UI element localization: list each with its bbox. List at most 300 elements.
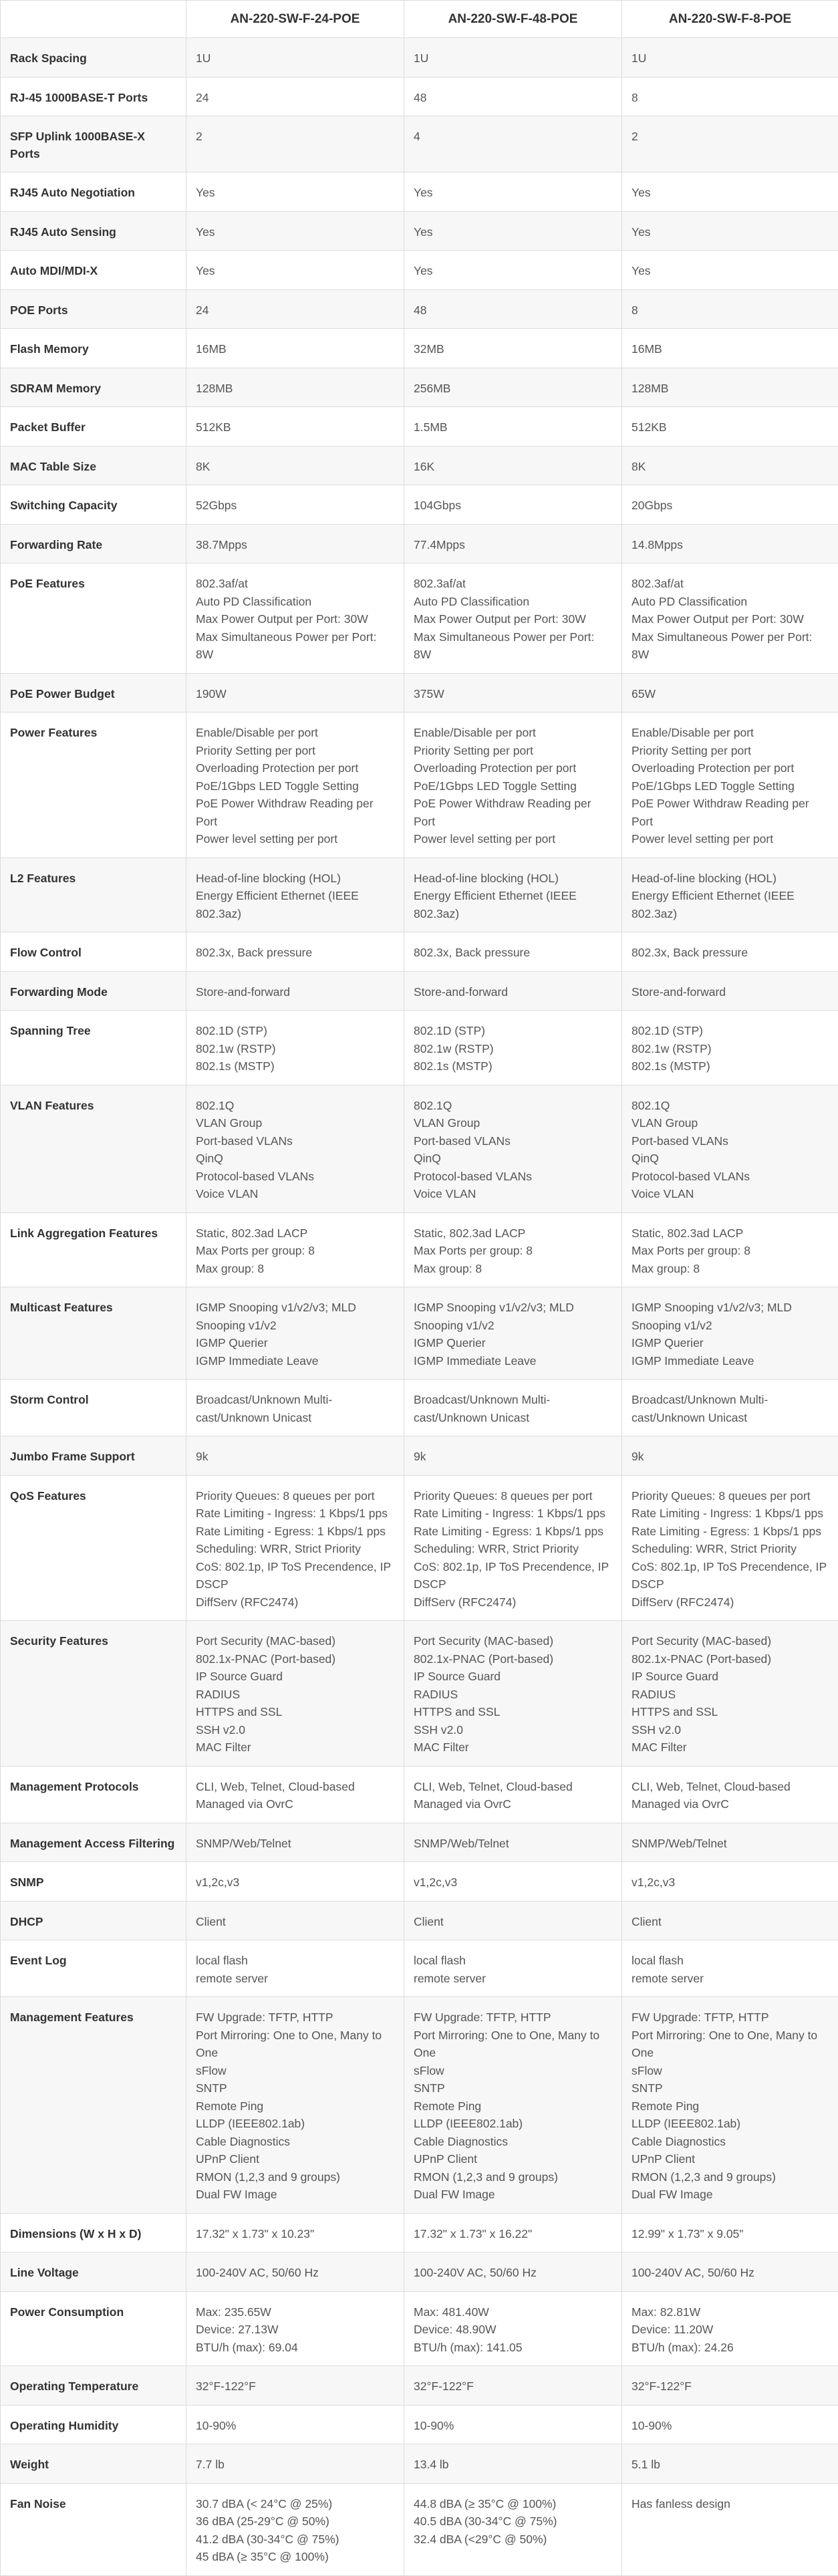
table-row	[1, 116, 838, 172]
cell-24-poe	[186, 1212, 404, 1287]
row-label: Operating Humidity	[1, 2405, 186, 2444]
cell-line: 104Gbps	[414, 497, 612, 515]
cell-24-poe	[186, 1475, 404, 1621]
cell-48-poe	[404, 446, 622, 485]
cell-line: Port-based VLANs	[414, 1132, 612, 1150]
cell-line: SSH v2.0	[414, 1721, 612, 1739]
row-label: SNMP	[1, 1862, 186, 1902]
header-corner-cell	[1, 1, 186, 38]
cell-line: remote server	[414, 1970, 612, 1988]
cell-48-poe	[404, 1997, 622, 2214]
cell-8-poe	[622, 172, 838, 212]
cell-line: Remote Ping	[414, 2097, 612, 2115]
cell-line: FW Upgrade: TFTP, HTTP	[632, 2009, 829, 2027]
table-row	[1, 1212, 838, 1287]
cell-line: 802.3af/at	[414, 575, 612, 593]
cell-line: BTU/h (max): 24.26	[632, 2339, 829, 2357]
cell-line: LLDP (IEEE802.1ab)	[632, 2115, 829, 2133]
table-row	[1, 38, 838, 78]
row-label: QoS Features	[1, 1475, 186, 1621]
cell-line: LLDP (IEEE802.1ab)	[196, 2115, 394, 2133]
cell-line: 802.3x, Back pressure	[632, 944, 829, 962]
cell-line: 14.8Mpps	[632, 536, 829, 554]
cell-24-poe	[186, 858, 404, 932]
cell-line: 802.1w (RSTP)	[196, 1040, 394, 1058]
cell-line: UPnP Client	[414, 2150, 612, 2168]
cell-line: DiffServ (RFC2474)	[414, 1593, 612, 1612]
cell-line: 8	[632, 89, 829, 107]
cell-line: Max group: 8	[196, 1260, 394, 1278]
table-row	[1, 2252, 838, 2292]
cell-line: sFlow	[196, 2062, 394, 2080]
cell-line: IGMP Querier	[414, 1334, 612, 1352]
cell-48-poe	[404, 329, 622, 368]
cell-line: SNTP	[414, 2079, 612, 2097]
cell-24-poe	[186, 1436, 404, 1476]
cell-48-poe	[404, 172, 622, 212]
cell-line: Port Mirroring: One to One, Many to One	[196, 2027, 394, 2062]
cell-line: Overloading Protection per port	[632, 759, 829, 777]
cell-line: Static, 802.3ad LACP	[196, 1225, 394, 1243]
cell-line: Scheduling: WRR, Strict Priority	[632, 1540, 829, 1558]
cell-line: 802.3af/at	[632, 575, 829, 593]
cell-line: Power level setting per port	[632, 830, 829, 848]
row-label: Jumbo Frame Support	[1, 1436, 186, 1476]
table-row	[1, 1085, 838, 1212]
cell-48-poe	[404, 524, 622, 563]
cell-line: 802.1Q	[196, 1097, 394, 1115]
cell-24-poe	[186, 446, 404, 485]
cell-line: RMON (1,2,3 and 9 groups)	[632, 2168, 829, 2186]
cell-line: Has fanless design	[632, 2495, 829, 2513]
cell-line: QinQ	[196, 1150, 394, 1168]
row-label: Management Protocols	[1, 1766, 186, 1823]
cell-line: Cable Diagnostics	[414, 2133, 612, 2151]
cell-48-poe	[404, 1085, 622, 1212]
cell-line: PoE Power Withdraw Reading per Port	[632, 795, 829, 830]
cell-line: 40.5 dBA (30-34°C @ 75%)	[414, 2513, 612, 2531]
cell-line: Yes	[632, 223, 829, 241]
cell-8-poe	[622, 368, 838, 407]
cell-8-poe	[622, 1475, 838, 1621]
cell-line: Rate Limiting - Ingress: 1 Kbps/1 pps	[632, 1505, 829, 1523]
cell-line: MAC Filter	[196, 1738, 394, 1757]
table-row	[1, 211, 838, 251]
cell-8-poe	[622, 858, 838, 932]
table-row	[1, 524, 838, 563]
cell-line: 48	[414, 89, 612, 107]
cell-line: 802.1w (RSTP)	[632, 1040, 829, 1058]
cell-line: Yes	[632, 184, 829, 202]
cell-line: Scheduling: WRR, Strict Priority	[196, 1540, 394, 1558]
cell-line: v1,2c,v3	[414, 1874, 612, 1892]
cell-48-poe	[404, 77, 622, 116]
cell-8-poe	[622, 1823, 838, 1862]
cell-line: 9k	[632, 1448, 829, 1466]
cell-48-poe	[404, 1940, 622, 1997]
cell-8-poe	[622, 673, 838, 713]
cell-line: Enable/Disable per port	[414, 724, 612, 742]
row-label: POE Ports	[1, 289, 186, 329]
cell-48-poe	[404, 2444, 622, 2484]
cell-48-poe	[404, 2213, 622, 2252]
cell-line: IP Source Guard	[196, 1668, 394, 1686]
cell-24-poe	[186, 563, 404, 674]
row-label: Flow Control	[1, 932, 186, 972]
cell-line: 802.1s (MSTP)	[632, 1057, 829, 1075]
table-row	[1, 2483, 838, 2575]
cell-line: Broadcast/Unknown Multi-cast/Unknown Unicast	[414, 1391, 612, 1426]
cell-line: 1.5MB	[414, 418, 612, 436]
cell-8-poe	[622, 116, 838, 172]
cell-48-poe	[404, 1901, 622, 1940]
cell-line: 1U	[632, 49, 829, 68]
cell-line: Priority Setting per port	[632, 742, 829, 760]
cell-line: local flash	[414, 1952, 612, 1970]
cell-24-poe	[186, 1766, 404, 1823]
table-body	[1, 38, 838, 2576]
cell-line: 802.1D (STP)	[632, 1022, 829, 1040]
cell-line: Static, 802.3ad LACP	[414, 1225, 612, 1243]
cell-line: Max Simultaneous Power per Port: 8W	[196, 628, 394, 664]
cell-line: SSH v2.0	[196, 1721, 394, 1739]
cell-line: 24	[196, 301, 394, 319]
cell-line: 802.1Q	[414, 1097, 612, 1115]
column-header-8-poe: AN-220-SW-F-8-POE	[622, 1, 838, 38]
cell-line: v1,2c,v3	[196, 1874, 394, 1892]
cell-line: Rate Limiting - Ingress: 1 Kbps/1 pps	[196, 1505, 394, 1523]
cell-line: IP Source Guard	[414, 1668, 612, 1686]
cell-line: 13.4 lb	[414, 2456, 612, 2474]
cell-line: 65W	[632, 685, 829, 703]
cell-24-poe	[186, 2252, 404, 2292]
row-label: Link Aggregation Features	[1, 1212, 186, 1287]
cell-line: Port Mirroring: One to One, Many to One	[414, 2027, 612, 2062]
cell-line: Client	[632, 1913, 829, 1931]
row-label: Storm Control	[1, 1380, 186, 1436]
cell-24-poe	[186, 1011, 404, 1085]
cell-line: Max Power Output per Port: 30W	[196, 610, 394, 628]
cell-line: 802.1D (STP)	[196, 1022, 394, 1040]
cell-line: Priority Queues: 8 queues per port	[196, 1487, 394, 1505]
cell-line: 1U	[196, 49, 394, 68]
cell-line: PoE/1Gbps LED Toggle Setting	[632, 777, 829, 795]
table-row	[1, 1287, 838, 1380]
cell-line: Store-and-forward	[414, 983, 612, 1001]
cell-line: BTU/h (max): 141.05	[414, 2339, 612, 2357]
cell-line: Priority Setting per port	[196, 742, 394, 760]
cell-line: CLI, Web, Telnet, Cloud-based	[632, 1778, 829, 1796]
cell-line: Yes	[196, 184, 394, 202]
cell-24-poe	[186, 971, 404, 1011]
cell-line: Priority Setting per port	[414, 742, 612, 760]
table-row	[1, 1940, 838, 1997]
cell-line: IGMP Snooping v1/v2/v3; MLD Snooping v1/v2	[632, 1299, 829, 1334]
row-label: Weight	[1, 2444, 186, 2484]
cell-line: 802.1D (STP)	[414, 1022, 612, 1040]
cell-line: Max: 235.65W	[196, 2303, 394, 2321]
cell-line: Max: 82.81W	[632, 2303, 829, 2321]
cell-line: SNTP	[632, 2079, 829, 2097]
table-row	[1, 2405, 838, 2444]
cell-24-poe	[186, 368, 404, 407]
cell-line: IP Source Guard	[632, 1668, 829, 1686]
cell-line: sFlow	[632, 2062, 829, 2080]
cell-line: 190W	[196, 685, 394, 703]
table-row	[1, 971, 838, 1011]
table-row	[1, 1380, 838, 1436]
cell-line: 802.1s (MSTP)	[196, 1057, 394, 1075]
column-header-48-poe: AN-220-SW-F-48-POE	[404, 1, 622, 38]
cell-line: MAC Filter	[632, 1738, 829, 1757]
cell-line: RADIUS	[632, 1686, 829, 1704]
cell-48-poe	[404, 1380, 622, 1436]
cell-24-poe	[186, 251, 404, 290]
cell-line: 5.1 lb	[632, 2456, 829, 2474]
cell-24-poe	[186, 2444, 404, 2484]
cell-24-poe	[186, 713, 404, 858]
cell-line: Max: 481.40W	[414, 2303, 612, 2321]
cell-8-poe	[622, 1997, 838, 2214]
cell-line: Yes	[632, 262, 829, 280]
cell-line: CoS: 802.1p, IP ToS Precendence, IP DSCP	[196, 1558, 394, 1593]
table-row	[1, 563, 838, 674]
row-label: SDRAM Memory	[1, 368, 186, 407]
cell-line: 9k	[196, 1448, 394, 1466]
cell-24-poe	[186, 2405, 404, 2444]
cell-8-poe	[622, 1766, 838, 1823]
cell-24-poe	[186, 77, 404, 116]
cell-8-poe	[622, 971, 838, 1011]
table-row	[1, 1901, 838, 1940]
cell-line: Head-of-line blocking (HOL)	[632, 870, 829, 888]
cell-line: Store-and-forward	[196, 983, 394, 1001]
cell-line: RMON (1,2,3 and 9 groups)	[414, 2168, 612, 2186]
cell-24-poe	[186, 524, 404, 563]
cell-8-poe	[622, 1011, 838, 1085]
cell-8-poe	[622, 2483, 838, 2575]
cell-48-poe	[404, 713, 622, 858]
cell-line: local flash	[632, 1952, 829, 1970]
cell-8-poe	[622, 2366, 838, 2406]
cell-line: Rate Limiting - Ingress: 1 Kbps/1 pps	[414, 1505, 612, 1523]
cell-8-poe	[622, 289, 838, 329]
table-row	[1, 446, 838, 485]
cell-line: 802.1x-PNAC (Port-based)	[632, 1650, 829, 1668]
cell-line: 44.8 dBA (≥ 35°C @ 100%)	[414, 2495, 612, 2513]
cell-24-poe	[186, 1621, 404, 1767]
table-row	[1, 172, 838, 212]
cell-line: Enable/Disable per port	[196, 724, 394, 742]
cell-line: local flash	[196, 1952, 394, 1970]
cell-8-poe	[622, 1212, 838, 1287]
cell-line: 4	[414, 128, 612, 146]
cell-48-poe	[404, 1621, 622, 1767]
cell-line: DiffServ (RFC2474)	[196, 1593, 394, 1612]
cell-24-poe	[186, 211, 404, 251]
cell-line: Cable Diagnostics	[632, 2133, 829, 2151]
table-row	[1, 485, 838, 525]
cell-48-poe	[404, 485, 622, 525]
cell-line: 16MB	[632, 340, 829, 358]
cell-48-poe	[404, 2252, 622, 2292]
cell-line: 16MB	[196, 340, 394, 358]
cell-8-poe	[622, 2252, 838, 2292]
table-row	[1, 932, 838, 972]
cell-line: Max Simultaneous Power per Port: 8W	[632, 628, 829, 664]
cell-line: Yes	[414, 262, 612, 280]
cell-24-poe	[186, 1862, 404, 1902]
cell-48-poe	[404, 116, 622, 172]
cell-line: Max Power Output per Port: 30W	[414, 610, 612, 628]
cell-24-poe	[186, 329, 404, 368]
cell-line: Energy Efficient Ethernet (IEEE 802.3az)	[632, 887, 829, 922]
cell-line: Voice VLAN	[196, 1185, 394, 1203]
cell-line: IGMP Querier	[632, 1334, 829, 1352]
cell-line: Rate Limiting - Egress: 1 Kbps/1 pps	[196, 1523, 394, 1541]
cell-line: Dual FW Image	[196, 2186, 394, 2204]
row-label: Packet Buffer	[1, 407, 186, 446]
cell-8-poe	[622, 2213, 838, 2252]
cell-48-poe	[404, 1766, 622, 1823]
cell-line: 45 dBA (≥ 35°C @ 100%)	[196, 2548, 394, 2566]
cell-line: 16K	[414, 458, 612, 476]
row-label: Fan Noise	[1, 2483, 186, 2575]
cell-line: Port Security (MAC-based)	[196, 1632, 394, 1650]
cell-24-poe	[186, 932, 404, 972]
row-label: Management Access Filtering	[1, 1823, 186, 1862]
cell-24-poe	[186, 2366, 404, 2406]
cell-line: Protocol-based VLANs	[196, 1168, 394, 1186]
cell-line: 8K	[196, 458, 394, 476]
cell-line: 802.1x-PNAC (Port-based)	[196, 1650, 394, 1668]
cell-line: 9k	[414, 1448, 612, 1466]
cell-line: HTTPS and SSL	[632, 1703, 829, 1721]
cell-line: VLAN Group	[196, 1114, 394, 1132]
cell-line: Remote Ping	[196, 2097, 394, 2115]
cell-line: SNMP/Web/Telnet	[632, 1835, 829, 1853]
cell-line: FW Upgrade: TFTP, HTTP	[196, 2009, 394, 2027]
cell-48-poe	[404, 2291, 622, 2366]
cell-line: Auto PD Classification	[196, 593, 394, 611]
cell-line: 17.32" x 1.73" x 16.22"	[414, 2225, 612, 2243]
cell-line: BTU/h (max): 69.04	[196, 2339, 394, 2357]
cell-line: Head-of-line blocking (HOL)	[196, 870, 394, 888]
cell-line: Auto PD Classification	[414, 593, 612, 611]
cell-line: Overloading Protection per port	[414, 759, 612, 777]
header-row	[1, 1, 838, 38]
cell-line: DiffServ (RFC2474)	[632, 1593, 829, 1612]
cell-24-poe	[186, 1997, 404, 2214]
cell-line: Broadcast/Unknown Multi-cast/Unknown Unicast	[196, 1391, 394, 1426]
cell-8-poe	[622, 713, 838, 858]
cell-8-poe	[622, 1862, 838, 1902]
cell-8-poe	[622, 1380, 838, 1436]
cell-24-poe	[186, 1940, 404, 1997]
cell-line: Rate Limiting - Egress: 1 Kbps/1 pps	[632, 1523, 829, 1541]
table-row	[1, 1621, 838, 1767]
cell-line: UPnP Client	[632, 2150, 829, 2168]
cell-line: 8	[632, 301, 829, 319]
cell-line: 36 dBA (25-29°C @ 50%)	[196, 2513, 394, 2531]
cell-line: 24	[196, 89, 394, 107]
cell-line: PoE Power Withdraw Reading per Port	[414, 795, 612, 830]
cell-line: 32.4 dBA (<29°C @ 50%)	[414, 2531, 612, 2549]
row-label: Spanning Tree	[1, 1011, 186, 1085]
table-row	[1, 1766, 838, 1823]
cell-line: Static, 802.3ad LACP	[632, 1225, 829, 1243]
cell-line: 128MB	[196, 380, 394, 398]
cell-8-poe	[622, 329, 838, 368]
cell-line: Port Security (MAC-based)	[632, 1632, 829, 1650]
cell-line: 802.1w (RSTP)	[414, 1040, 612, 1058]
cell-line: CoS: 802.1p, IP ToS Precendence, IP DSCP	[414, 1558, 612, 1593]
row-label: Switching Capacity	[1, 485, 186, 525]
cell-line: 2	[632, 128, 829, 146]
cell-line: 512KB	[196, 418, 394, 436]
cell-line: Port-based VLANs	[632, 1132, 829, 1150]
cell-line: Client	[414, 1913, 612, 1931]
cell-48-poe	[404, 1287, 622, 1380]
row-label: Forwarding Mode	[1, 971, 186, 1011]
cell-8-poe	[622, 251, 838, 290]
table-row	[1, 713, 838, 858]
cell-line: Auto PD Classification	[632, 593, 829, 611]
cell-48-poe	[404, 563, 622, 674]
cell-24-poe	[186, 172, 404, 212]
cell-line: 41.2 dBA (30-34°C @ 75%)	[196, 2531, 394, 2549]
cell-8-poe	[622, 932, 838, 972]
cell-48-poe	[404, 211, 622, 251]
cell-48-poe	[404, 932, 622, 972]
table-row	[1, 329, 838, 368]
row-label: Event Log	[1, 1940, 186, 1997]
cell-line: PoE Power Withdraw Reading per Port	[196, 795, 394, 830]
row-label: DHCP	[1, 1901, 186, 1940]
cell-line: Yes	[196, 223, 394, 241]
cell-line: 256MB	[414, 380, 612, 398]
cell-8-poe	[622, 1940, 838, 1997]
cell-48-poe	[404, 1862, 622, 1902]
cell-line: LLDP (IEEE802.1ab)	[414, 2115, 612, 2133]
cell-line: CLI, Web, Telnet, Cloud-based	[414, 1778, 612, 1796]
cell-line: Head-of-line blocking (HOL)	[414, 870, 612, 888]
cell-line: Overloading Protection per port	[196, 759, 394, 777]
row-label: Auto MDI/MDI-X	[1, 251, 186, 290]
cell-48-poe	[404, 407, 622, 446]
cell-8-poe	[622, 211, 838, 251]
cell-line: Max Power Output per Port: 30W	[632, 610, 829, 628]
cell-line: UPnP Client	[196, 2150, 394, 2168]
table-row	[1, 2444, 838, 2484]
cell-line: 10-90%	[196, 2417, 394, 2435]
cell-48-poe	[404, 1475, 622, 1621]
cell-8-poe	[622, 446, 838, 485]
row-label: Flash Memory	[1, 329, 186, 368]
table-header	[1, 1, 838, 38]
table-row	[1, 407, 838, 446]
row-label: MAC Table Size	[1, 446, 186, 485]
cell-line: IGMP Immediate Leave	[632, 1352, 829, 1370]
cell-line: 802.3x, Back pressure	[414, 944, 612, 962]
cell-line: VLAN Group	[632, 1114, 829, 1132]
cell-line: 30.7 dBA (< 24°C @ 25%)	[196, 2495, 394, 2513]
cell-line: 32°F-122°F	[414, 2377, 612, 2396]
cell-line: Voice VLAN	[414, 1185, 612, 1203]
cell-48-poe	[404, 858, 622, 932]
cell-8-poe	[622, 407, 838, 446]
cell-8-poe	[622, 38, 838, 78]
